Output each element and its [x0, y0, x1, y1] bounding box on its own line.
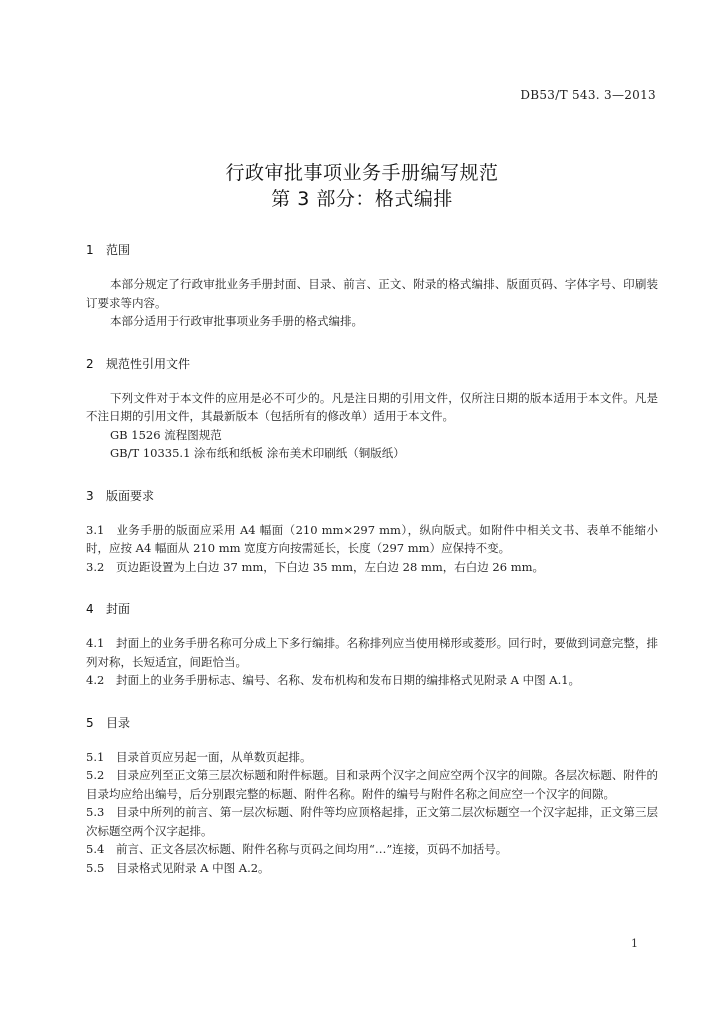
clause	[86, 558, 658, 577]
clause-text: 前言、正文各层次标题、附件名称与页码之间均用“…”连接，页码不加括号。	[116, 842, 508, 856]
section-number: 5	[86, 715, 94, 730]
clause-number: 3.2	[86, 559, 105, 574]
clause	[86, 803, 658, 840]
clause-text: 页边距设置为上白边 37 mm，下白边 35 mm，左白边 28 mm，右白边 26 mm。	[116, 559, 545, 574]
clause	[86, 634, 658, 671]
clause-number: 5.3	[86, 805, 105, 819]
section-number: 1	[86, 243, 94, 257]
clause-text: 目录中所列的前言、第一层次标题、附件等均应顶格起排，正文第二层次标题空一个汉字起排，正文第三层次标题空两个汉字起排。	[86, 805, 658, 838]
section-title: 范围	[106, 243, 131, 257]
clause-text: 目录首页应另起一面，从单数页起排。	[116, 749, 312, 764]
title-line-2: 第 3 部分：格式编排	[271, 188, 453, 210]
section-title: 封面	[106, 602, 131, 616]
clause-text: 封面上的业务手册标志、编号、名称、发布机构和发布日期的编排格式见附录 A 中图 A.1。	[116, 673, 581, 687]
section-heading-normative-references	[86, 355, 658, 373]
section-heading-cover	[86, 600, 658, 618]
clause-text: 封面上的业务手册名称可分成上下多行编排。名称排列应当使用梯形或菱形。回行时，要做到词意完整，排列对称，长短适宜，间距恰当。	[86, 636, 658, 669]
clause	[86, 859, 658, 878]
title-line-1: 行政审批事项业务手册编写规范	[225, 162, 499, 184]
reference-item: GB/T 10335.1 涂布纸和纸板 涂布美术印刷纸（铜版纸）	[110, 446, 405, 460]
reference-item: GB 1526 流程图规范	[110, 427, 222, 442]
section-number: 2	[86, 356, 94, 371]
section-title: 规范性引用文件	[106, 356, 191, 371]
section-title: 目录	[106, 715, 131, 730]
clause	[86, 840, 658, 859]
section-heading-contents	[86, 714, 658, 732]
clause	[86, 521, 658, 558]
clause-text: 目录格式见附录 A 中图 A.2。	[116, 860, 270, 875]
clause	[86, 671, 658, 690]
section-heading-layout	[86, 487, 658, 505]
clause-number: 5.4	[86, 842, 105, 856]
paragraph: 本部分规定了行政审批业务手册封面、目录、前言、正文、附录的格式编排、版面页码、字体字号、印刷装订要求等内容。	[86, 277, 658, 310]
document-title	[0, 160, 724, 212]
clause-number: 5.5	[86, 860, 105, 875]
section-title: 版面要求	[106, 488, 155, 503]
clause	[86, 748, 658, 767]
document-body	[86, 241, 658, 877]
clause-text: 目录应列至正文第三层次标题和附件标题。目和录两个汉字之间应空两个汉字的间隙。各层次标题、附件的目录均应给出编号，后分别跟完整的标题、附件名称。附件的编号与附件名称之间应空一个汉字的间隙。	[86, 768, 658, 801]
paragraph: 本部分适用于行政审批事项业务手册的格式编排。	[110, 314, 363, 328]
paragraph: 下列文件对于本文件的应用是必不可少的。凡是注日期的引用文件，仅所注日期的版本适用于本文件。凡是不注日期的引用文件，其最新版本（包括所有的修改单）适用于本文件。	[86, 390, 658, 423]
clause	[86, 766, 658, 803]
clause-number: 4.1	[86, 636, 105, 650]
clause-number: 5.1	[86, 749, 105, 764]
page-number: 1	[631, 937, 638, 950]
clause-text: 业务手册的版面应采用 A4 幅面（210 mm×297 mm），纵向版式。如附件中相关文书、表单不能缩小时，应按 A4 幅面从 210 mm 宽度方向按需延长，长度（297 mm）应保持不变。	[86, 522, 658, 555]
clause-number: 3.1	[86, 522, 105, 537]
clause-number: 5.2	[86, 768, 105, 782]
clause-number: 4.2	[86, 673, 105, 687]
standard-code: DB53/T 543. 3—2013	[520, 88, 656, 102]
section-number: 4	[86, 602, 94, 616]
section-heading-scope	[86, 241, 658, 259]
section-number: 3	[86, 488, 94, 503]
